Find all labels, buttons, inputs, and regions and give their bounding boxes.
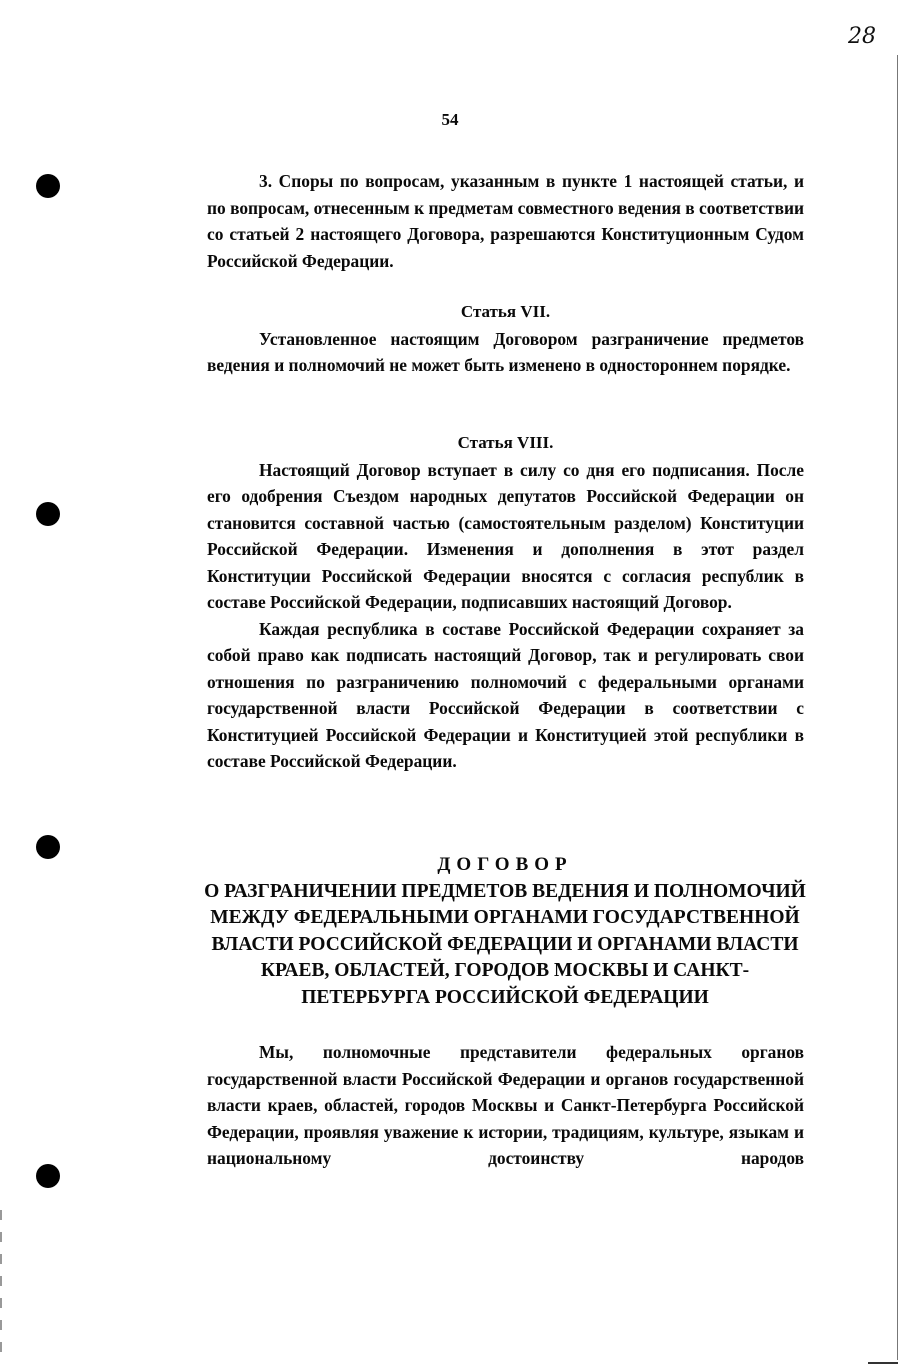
article-8 xyxy=(207,430,804,775)
page-edge-corner xyxy=(868,1362,898,1364)
treaty-title-line: ПЕТЕРБУРГА РОССИЙСКОЙ ФЕДЕРАЦИИ xyxy=(301,986,709,1008)
paragraph: Каждая республика в составе Российской Федерации сохраняет за собой право как подписать настоящий Договор, так и регулировать свои отношения по разграничению полномочий с федеральными органами государственной власти Российской Федерации в соответствии с Конституцией Российской Федерации и Конституцией этой республики в составе Российской Федерации. xyxy=(207,618,804,771)
punch-hole-icon xyxy=(36,835,60,859)
article-7 xyxy=(207,299,804,379)
treaty-preamble xyxy=(207,1039,804,1172)
treaty-title-line: КРАЕВ, ОБЛАСТЕЙ, ГОРОДОВ МОСКВЫ И САНКТ- xyxy=(260,960,750,981)
paragraph: Мы, полномочные представители федеральных органов государственной власти Российской Федерации и органов государственной власти краев, областей, городов Москвы и Санкт-Петербурга Российской Федерации, проявляя уважение к истории, традициям, культуре, языкам и национальному достоинству народов xyxy=(207,1042,804,1168)
article-6-clause-3 xyxy=(207,168,804,274)
paragraph: Установленное настоящим Договором разграничение предметов ведения и полномочий не может быть изменено в одностороннем порядке. xyxy=(207,328,804,375)
paragraph: 3. Споры по вопросам, указанным в пункте 1 настоящей статьи, и по вопросам, отнесенным к предметам совместного ведения в соответствии со статьей 2 настоящего Договора, разрешаются Конституционным Судом Российской Федерации. xyxy=(207,171,804,271)
article-heading: Статья VIII. xyxy=(457,433,554,452)
scan-edge-marks xyxy=(0,1210,2,1360)
treaty-title xyxy=(190,852,820,1011)
paragraph: Настоящий Договор вступает в силу со дня его подписания. После его одобрения Съездом народных депутатов Российской Федерации он становится составной частью (самостоятельным разделом) Конституции Российской Федерации. Изменения и дополнения в этот раздел Конституции Российской Федерации вносятся с согласия республик в составе Российской Федерации, подписавших настоящий Договор. xyxy=(207,459,804,612)
article-heading: Статья VII. xyxy=(460,302,551,321)
treaty-title-line: О РАЗГРАНИЧЕНИИ ПРЕДМЕТОВ ВЕДЕНИЯ И ПОЛНОМОЧИЙ xyxy=(204,880,806,902)
treaty-title-line: ВЛАСТИ РОССИЙСКОЙ ФЕДЕРАЦИИ И ОРГАНАМИ ВЛАСТИ xyxy=(211,933,799,955)
page-number: 54 xyxy=(441,110,459,129)
archive-sheet-number: 28 xyxy=(848,24,876,49)
treaty-title-word: ДОГОВОР xyxy=(437,854,573,875)
treaty-title-line: МЕЖДУ ФЕДЕРАЛЬНЫМИ ОРГАНАМИ ГОСУДАРСТВЕННОЙ xyxy=(210,907,800,928)
punch-hole-icon xyxy=(36,1164,60,1188)
punch-hole-icon xyxy=(36,502,60,526)
page-edge-line xyxy=(897,55,898,1360)
punch-hole-icon xyxy=(36,174,60,198)
